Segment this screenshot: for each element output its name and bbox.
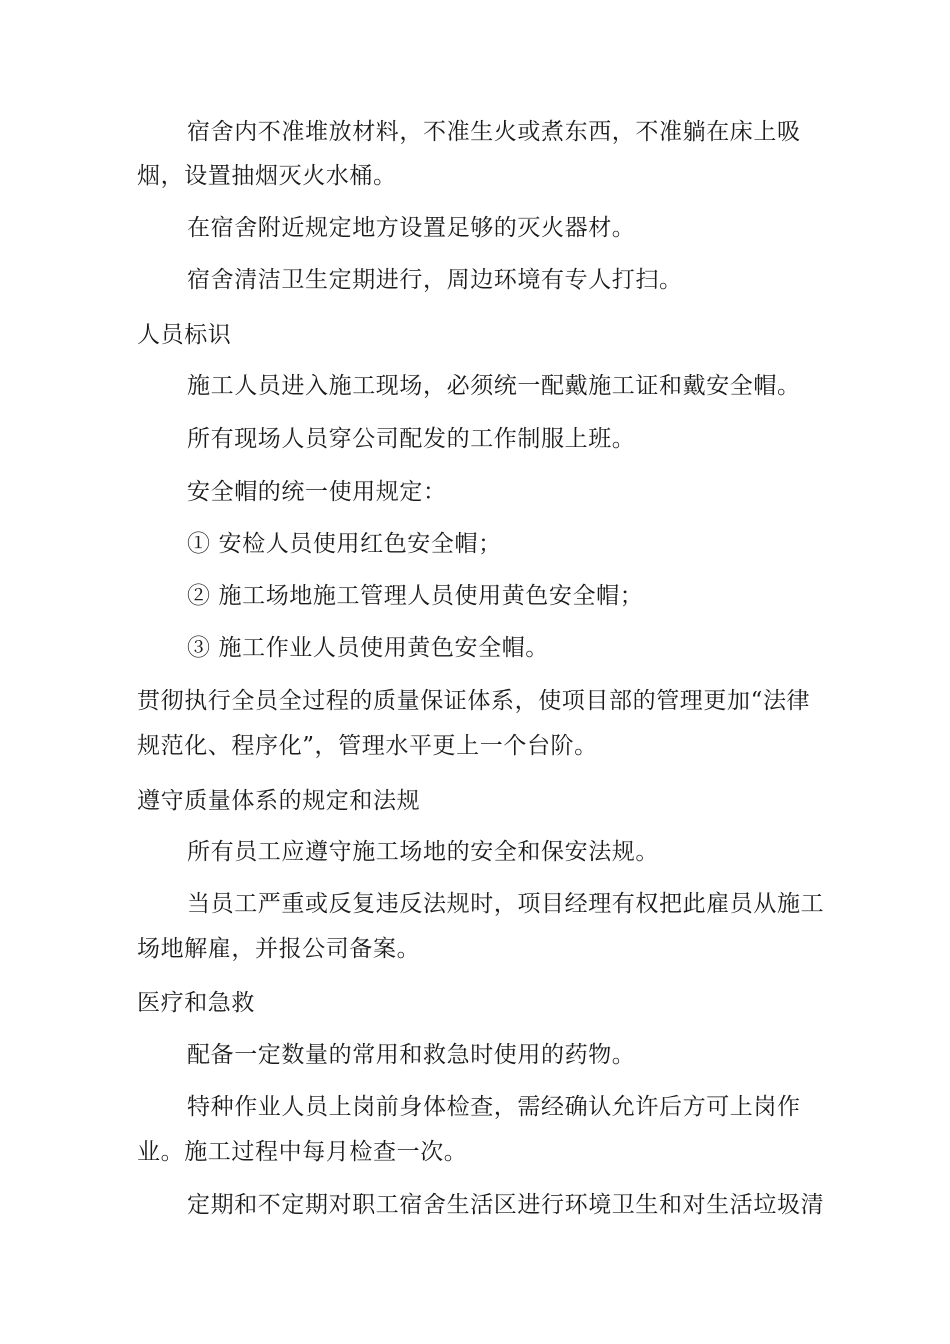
list-item-3: ③ 施工作业人员使用黄色安全帽。: [187, 635, 549, 661]
para-7: 安全帽的统一使用规定：: [187, 479, 447, 505]
para-2: 在宿舍附近规定地方设置足够的灭火器材。: [187, 215, 636, 241]
para-1-line-1: 宿舍内不准堆放材料，不准生火或煮东西，不准躺在床上吸: [187, 119, 801, 145]
list-item-1: ① 安检人员使用红色安全帽；: [187, 531, 502, 557]
para-11-line-2: 规范化、程序化”，管理水平更上一个台阶。: [137, 733, 598, 759]
para-1-line-2: 烟，设置抽烟灭火水桶。: [137, 163, 397, 189]
para-3: 宿舍清洁卫生定期进行，周边环境有专人打扫。: [187, 267, 683, 293]
para-16: 配备一定数量的常用和救急时使用的药物。: [187, 1042, 636, 1068]
list-item-2: ② 施工场地施工管理人员使用黄色安全帽；: [187, 583, 644, 609]
heading-quality-system: 遵守质量体系的规定和法规: [137, 788, 421, 814]
para-18-line-1: 定期和不定期对职工宿舍生活区进行环境卫生和对生活垃圾清: [187, 1192, 825, 1218]
para-14-line-2: 场地解雇，并报公司备案。: [137, 936, 421, 962]
para-17-line-2: 业。施工过程中每月检查一次。: [137, 1139, 468, 1165]
para-5: 施工人员进入施工现场，必须统一配戴施工证和戴安全帽。: [187, 373, 801, 399]
heading-medical-first-aid: 医疗和急救: [137, 990, 255, 1016]
para-11-line-1: 贯彻执行全员全过程的质量保证体系，使项目部的管理更加“法律: [137, 688, 811, 714]
para-17-line-1: 特种作业人员上岗前身体检查，需经确认允许后方可上岗作: [187, 1094, 801, 1120]
para-13: 所有员工应遵守施工场地的安全和保安法规。: [187, 839, 659, 865]
para-6: 所有现场人员穿公司配发的工作制服上班。: [187, 426, 636, 452]
heading-personnel-identification: 人员标识: [137, 322, 232, 348]
para-14-line-1: 当员工严重或反复违反法规时，项目经理有权把此雇员从施工: [187, 891, 825, 917]
